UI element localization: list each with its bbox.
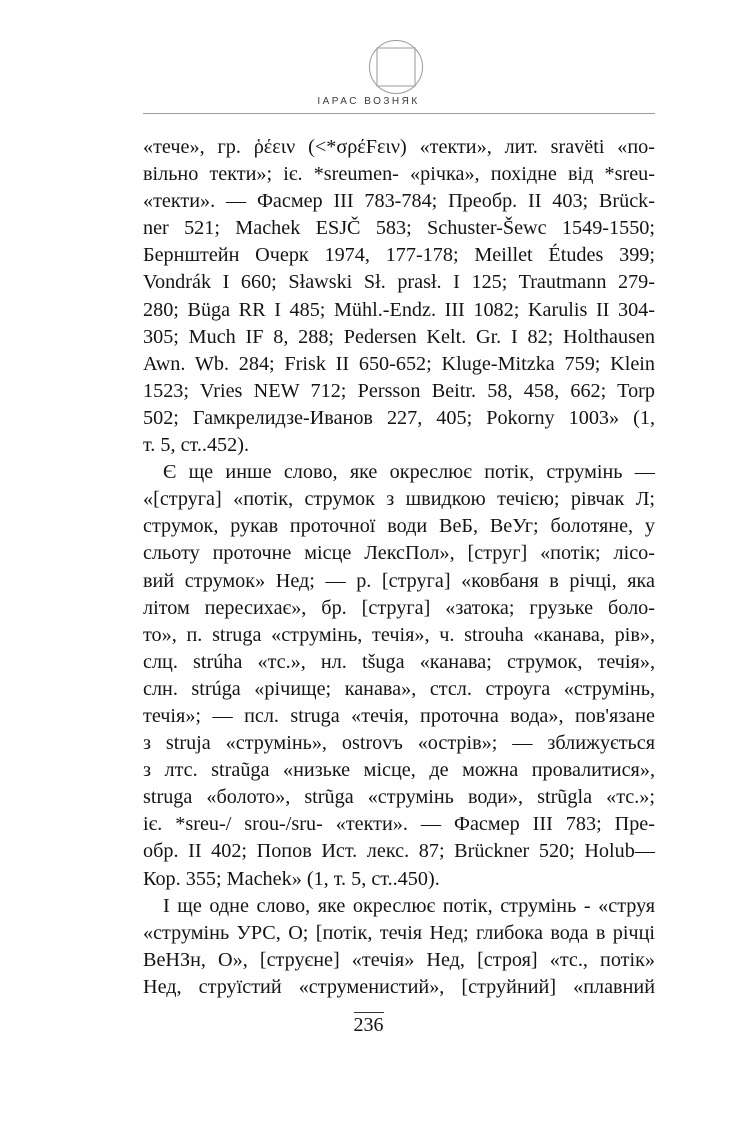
text-line: Нед, струїстий «струменистий», [струйний] «плавний [143,975,655,998]
text-line: «тече», гр. ῥέειν (<*σρέϜειν) «текти», лит. sravëti «по- [143,136,655,158]
text-line: «текти». — Фасмер III 783-784; Преобр. II 403; Brück- [143,190,655,213]
running-head: ІАРАС ВОЗНЯК [317,96,420,107]
text-line: обр. II 402; Попов Ист. лекс. 87; Brückner 520; Holub— [143,840,655,863]
text-line: Vondrák I 660; Sławski Sł. prasł. I 125; Trautmann 279- [143,271,655,294]
text-line: «струмінь УРС, О; [потік, течія Нед; глибока вода в річці [143,921,655,944]
text-line: іє. *sreu-/ srou-/sru- «текти». — Фасмер III 783; Пре- [143,813,655,836]
text-line: з лтс. straũga «низьке місце, де можна провалитися», [143,759,655,782]
text-line: вільно текти»; іє. *sreumen- «річка», похідне від *sreu- [143,163,655,186]
page-number [0,1014,737,1037]
text-line: Бернштейн Очерк 1974, 177-178; Meillet Études 399; [143,244,655,267]
text-line: т. 5, ст..452). [143,434,249,457]
text-line: 280; Büga RR I 485; Mühl.-Endz. III 1082; Karulis II 304- [143,298,655,321]
text-line: літом пересихає», бр. [струга] «затока; грузьке боло- [143,596,655,619]
body-text [143,134,655,1001]
text-line: з struja «струмінь», ostrovъ «острів»; — зближується [143,732,655,755]
circle-square-emblem-icon [368,39,424,95]
text-line: слн. strúga «річище; канава», стсл. строуга «струмінь, [143,677,655,700]
text-line: слц. strúha «тс.», нл. tšuga «канава; струмок, течія», [143,650,655,673]
text-line: ВеНЗн, О», [струєне] «течія» Нед, [строя] «тс., потік» [143,948,655,971]
text-line: вий струмок» Нед; — р. [струга] «ковбаня в річці, яка [143,569,655,592]
text-line: Awn. Wb. 284; Frisk II 650-652; Kluge-Mitzka 759; Klein [143,352,655,375]
header-rule [143,113,655,114]
page-number-text: 236 [353,1014,384,1036]
text-line: ner 521; Machek ESJČ 583; Schuster-Šewc 1549-1550; [143,217,655,240]
text-line: струмок, рукав проточної води ВеБ, ВеУг; болотяне, у [143,515,655,538]
text-line: 305; Much IF 8, 288; Pedersen Kelt. Gr. I 82; Holthausen [143,325,655,348]
text-line: 1523; Vries NEW 712; Persson Beitr. 58, 458, 662; Torp [143,379,655,402]
text-line: то», п. struga «струмінь, течія», ч. strouha «канава, рів», [143,623,655,646]
text-line: Є ще инше слово, яке окреслює потік, струмінь — [163,461,655,484]
text-line: І ще одне слово, яке окреслює потік, струмінь - «струя [163,894,655,917]
text-line: 502; Гамкрелидзе-Иванов 227, 405; Pokorny 1003» (1, [143,406,655,429]
text-line: «[струга] «потік, струмок з швидкою течією; рівчак Л; [143,488,655,511]
text-line: течія»; — псл. struga «течія, проточна вода», пов'язане [143,704,655,727]
text-line: Кор. 355; Machek» (1, т. 5, ст..450). [143,867,440,890]
text-line: struga «болото», strũga «струмінь води», strũgla «тс.»; [143,786,655,809]
text-line: сльоту проточне місце ЛексПол», [струг] «потік; лісо- [143,542,655,565]
